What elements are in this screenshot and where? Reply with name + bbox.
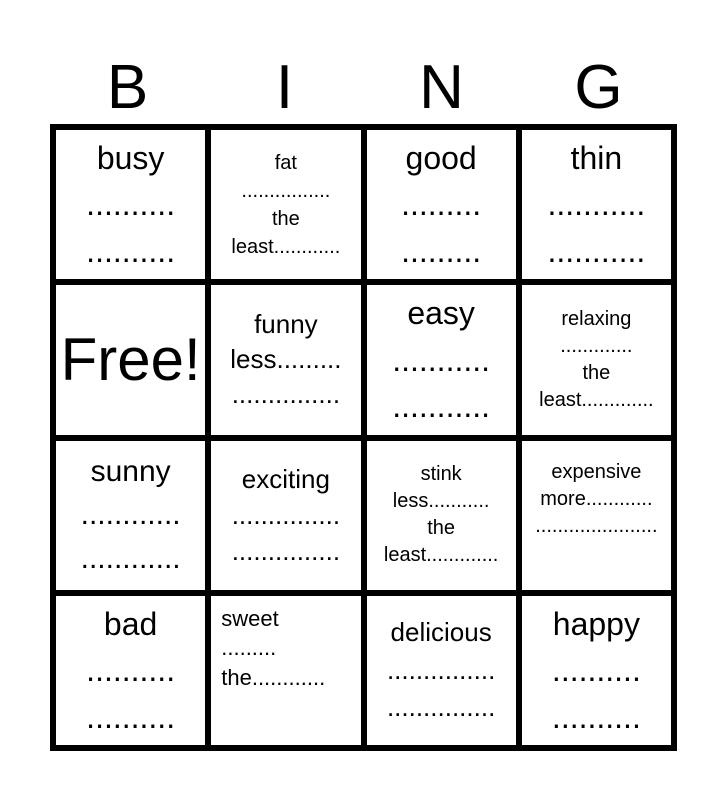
cell-text-line: more............ xyxy=(540,487,653,510)
cell-text-line: ........... xyxy=(547,232,646,269)
cell-text-line: delicious xyxy=(390,616,492,647)
cell-text-line: thin xyxy=(570,140,623,177)
cell-text-line: busy xyxy=(96,140,165,177)
cell-text-line: less......... xyxy=(230,344,342,375)
bingo-cell[interactable] xyxy=(367,130,516,279)
bingo-cell[interactable] xyxy=(522,130,671,279)
cell-text-line: ........... xyxy=(392,388,491,425)
bingo-cell[interactable] xyxy=(522,285,671,434)
bingo-grid xyxy=(50,124,677,751)
bingo-cell[interactable] xyxy=(367,596,516,745)
cell-text-line: expensive xyxy=(551,460,642,483)
cell-text-line: the............ xyxy=(221,665,326,691)
cell-text-line: ............... xyxy=(231,499,341,530)
cell-text-line: stink xyxy=(420,463,462,486)
cell-text-line: happy xyxy=(552,605,640,642)
bingo-cell[interactable] xyxy=(211,596,360,745)
cell-text-line: the xyxy=(271,207,300,230)
cell-text-line: ........... xyxy=(547,186,646,223)
header-letter-i: I xyxy=(275,53,294,122)
cell-text-line: the xyxy=(582,361,611,384)
cell-text-line: ......... xyxy=(401,232,482,269)
bingo-cell[interactable] xyxy=(367,285,516,434)
header-letter-g: G xyxy=(574,53,623,122)
header-letter-n: N xyxy=(419,53,464,122)
cell-text-line: least............. xyxy=(383,544,499,567)
cell-text-line: .......... xyxy=(86,698,176,735)
bingo-cell[interactable] xyxy=(211,441,360,590)
cell-text-line: funny xyxy=(254,309,318,340)
cell-text-line: ............ xyxy=(80,498,181,532)
cell-text-line: ............ xyxy=(80,541,181,575)
bingo-cell[interactable] xyxy=(56,441,205,590)
cell-text-line: ................ xyxy=(241,179,331,202)
cell-text-line: ............... xyxy=(386,692,496,723)
cell-text-line: ............... xyxy=(386,654,496,685)
bingo-cell[interactable] xyxy=(367,441,516,590)
bingo-cell[interactable] xyxy=(211,285,360,434)
cell-text-line: exciting xyxy=(241,463,330,494)
bingo-cell[interactable] xyxy=(211,130,360,279)
cell-text-line: bad xyxy=(103,605,158,642)
cell-text-line: ............... xyxy=(231,536,341,567)
cell-text-line: the xyxy=(427,517,456,540)
cell-text-line: sunny xyxy=(90,454,171,488)
bingo-header xyxy=(50,52,677,124)
cell-text-line: .......... xyxy=(551,652,641,689)
cell-text-line: .......... xyxy=(86,652,176,689)
cell-text-line: relaxing xyxy=(561,307,632,330)
cell-text-line: ............. xyxy=(560,334,633,357)
cell-text-line: .......... xyxy=(551,698,641,735)
cell-text-line: less........... xyxy=(392,490,490,513)
cell-text-line: least............ xyxy=(231,235,341,258)
cell-text-line: Free! xyxy=(60,325,201,393)
bingo-cell[interactable] xyxy=(522,441,671,590)
cell-text-line: least............. xyxy=(539,388,654,411)
header-letter-b: B xyxy=(106,53,149,122)
cell-text-line: fat xyxy=(274,151,297,174)
cell-text-line: good xyxy=(405,140,477,177)
bingo-cell[interactable] xyxy=(56,596,205,745)
cell-text-line: ......... xyxy=(221,635,277,661)
bingo-cell[interactable] xyxy=(56,130,205,279)
cell-text-line: ...................... xyxy=(535,514,658,537)
cell-text-line: ........... xyxy=(392,341,491,378)
cell-text-line: sweet xyxy=(221,605,279,631)
cell-text-line: ......... xyxy=(401,186,482,223)
bingo-cell[interactable] xyxy=(56,285,205,434)
cell-text-line: .......... xyxy=(86,232,176,269)
cell-text-line: .......... xyxy=(86,186,176,223)
cell-text-line: easy xyxy=(407,295,475,332)
bingo-cell[interactable] xyxy=(522,596,671,745)
cell-text-line: ............... xyxy=(231,379,341,410)
